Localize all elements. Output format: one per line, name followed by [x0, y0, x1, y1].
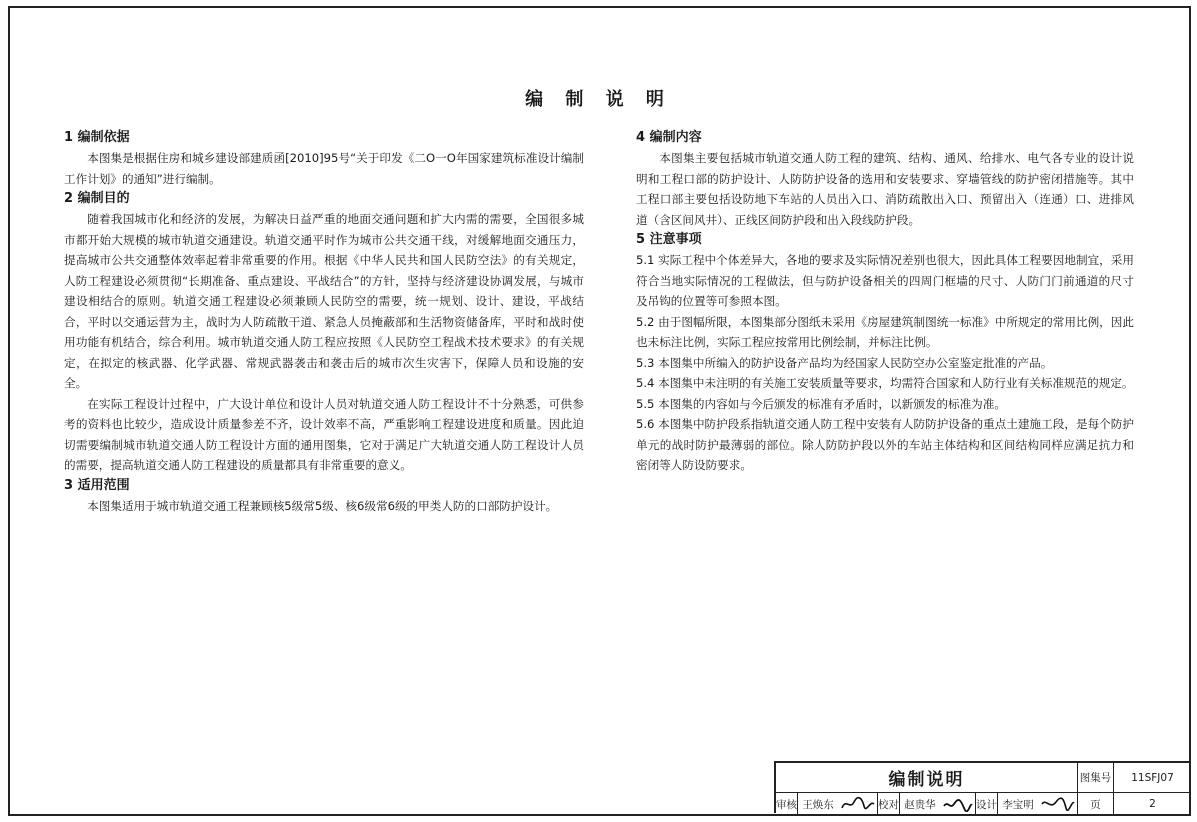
paragraph: 在实际工程设计过程中，广大设计单位和设计人员对轨道交通人防工程设计不十分熟悉，可供参考的资料也比较少，造成设计质量参差不齐，设计效率不高，严重影响工程建设进度和质量。因此迫切需要编制城市轨道交通人防工程设计方面的通用图集，它对于满足广大轨道交通人防工程设计人员的需要，提高轨道交通人防工程建设的质量都具有非常重要的意义。 — [64, 396, 584, 472]
paragraph: 本图集适用于城市轨道交通工程兼顾核5级常5级、核6级常6级的甲类人防的口部防护设计。 — [87, 498, 558, 513]
paragraph: 5.6 本图集中防护段系指轨道交通人防工程中安装有人防防护设备的重点土建施工段，是每个防护单元的战时防护最薄弱的部位。除人防防护段以外的车站主体结构和区间结构同样应满足抗力和密闭等人防设防要求。 — [636, 417, 1134, 472]
paragraph: 本图集是根据住房和城乡建设部建质函[2010]95号“关于印发《二O一O年国家建筑标准设计编制工作计划》的通知”进行编制。 — [64, 151, 584, 186]
reviewer-signature — [838, 793, 878, 815]
right-column — [636, 128, 1134, 476]
section-heading: 1 编制依据 — [64, 130, 130, 145]
paragraph: 5.2 由于图幅所限，本图集部分图纸未采用《房屋建筑制图统一标准》中所规定的常用比例，因此也未标注比例，实际工程应按常用比例绘制，并标注比例。 — [636, 314, 1134, 349]
section-heading: 3 适用范围 — [64, 477, 130, 493]
atlas-label: 图集号 — [1078, 763, 1114, 793]
page-label: 页 — [1078, 793, 1114, 815]
designer-name: 李宝明 — [1002, 798, 1034, 811]
page-number: 2 — [1149, 798, 1156, 810]
checker-name: 赵贵华 — [904, 798, 936, 811]
review-label: 审核 — [776, 793, 798, 815]
paragraph: 5.3 本图集中所编入的防护设备产品均为经国家人民防空办公室鉴定批准的产品。 — [636, 355, 1053, 370]
section-heading: 4 编制内容 — [636, 130, 702, 145]
paragraph: 随着我国城市化和经济的发展，为解决日益严重的地面交通问题和扩大内需的需要，全国很多城市都开始大规模的城市轨道交通建设。轨道交通平时作为城市公共交通干线，对缓解地面交通压力，提高城市公共交通整体效率起着非常重要的作用。根据《中华人民共和国人民防空法》的有关规定，人防工程建设必须贯彻“长期准备、重点建设、平战结合”的方针，坚持与经济建设协调发展，与城市建设相结合的原则。轨道交通工程建设必须兼顾人民防空的需要，统一规划、设计、建设，平战结合，平时以交通运营为主，战时为人防疏散干道、紧急人员掩蔽部和生活物资储备库，平时和战时使用功能有机结合，综合利用。城市轨道交通人防工程应按照《人民防空工程战术技术要求》的有关规定，在拟定的核武器、化学武器、常规武器袭击和袭击后的城市次生灾害下，保障人员和设施的安全。 — [64, 212, 584, 390]
left-column — [64, 128, 584, 516]
page-title: 编 制 说 明 — [525, 89, 672, 110]
title-block — [774, 761, 1189, 813]
paragraph: 本图集主要包括城市轨道交通人防工程的建筑、结构、通风、给排水、电气各专业的设计说明和工程口部的防护设计、人防防护设备的选用和安装要求、穿墙管线的防护密闭措施等。其中工程口部主要包括设防地下车站的人员出入口、消防疏散出入口、预留出入（连通）口、进排风道（含区间风井）、正线区间防护段和出入段线防护段。 — [636, 151, 1134, 227]
atlas-number: 11SFJ07 — [1114, 763, 1191, 793]
paragraph: 5.1 实际工程中个体差异大，各地的要求及实际情况差别也很大，因此具体工程要因地制宜，采用符合当地实际情况的工程做法，但与防护设备相关的四周门框墙的尺寸、人防门门前通道的尺寸及吊钩的位置等可参照本图。 — [636, 253, 1134, 308]
reviewer-name: 王焕东 — [802, 798, 834, 811]
section-heading: 2 编制目的 — [64, 191, 130, 206]
designer-signature — [1038, 793, 1078, 815]
paragraph: 5.4 本图集中未注明的有关施工安装质量等要求，均需符合国家和人防行业有关标准规范的规定。 — [636, 376, 1134, 390]
section-heading: 5 注意事项 — [636, 232, 702, 247]
check-label: 校对 — [878, 793, 900, 815]
sheet-name: 编制说明 — [776, 763, 1078, 793]
paragraph: 5.5 本图集的内容如与今后颁发的标准有矛盾时，以新颁发的标准为准。 — [636, 396, 1006, 411]
design-label: 设计 — [976, 793, 998, 815]
checker-signature — [940, 793, 976, 815]
